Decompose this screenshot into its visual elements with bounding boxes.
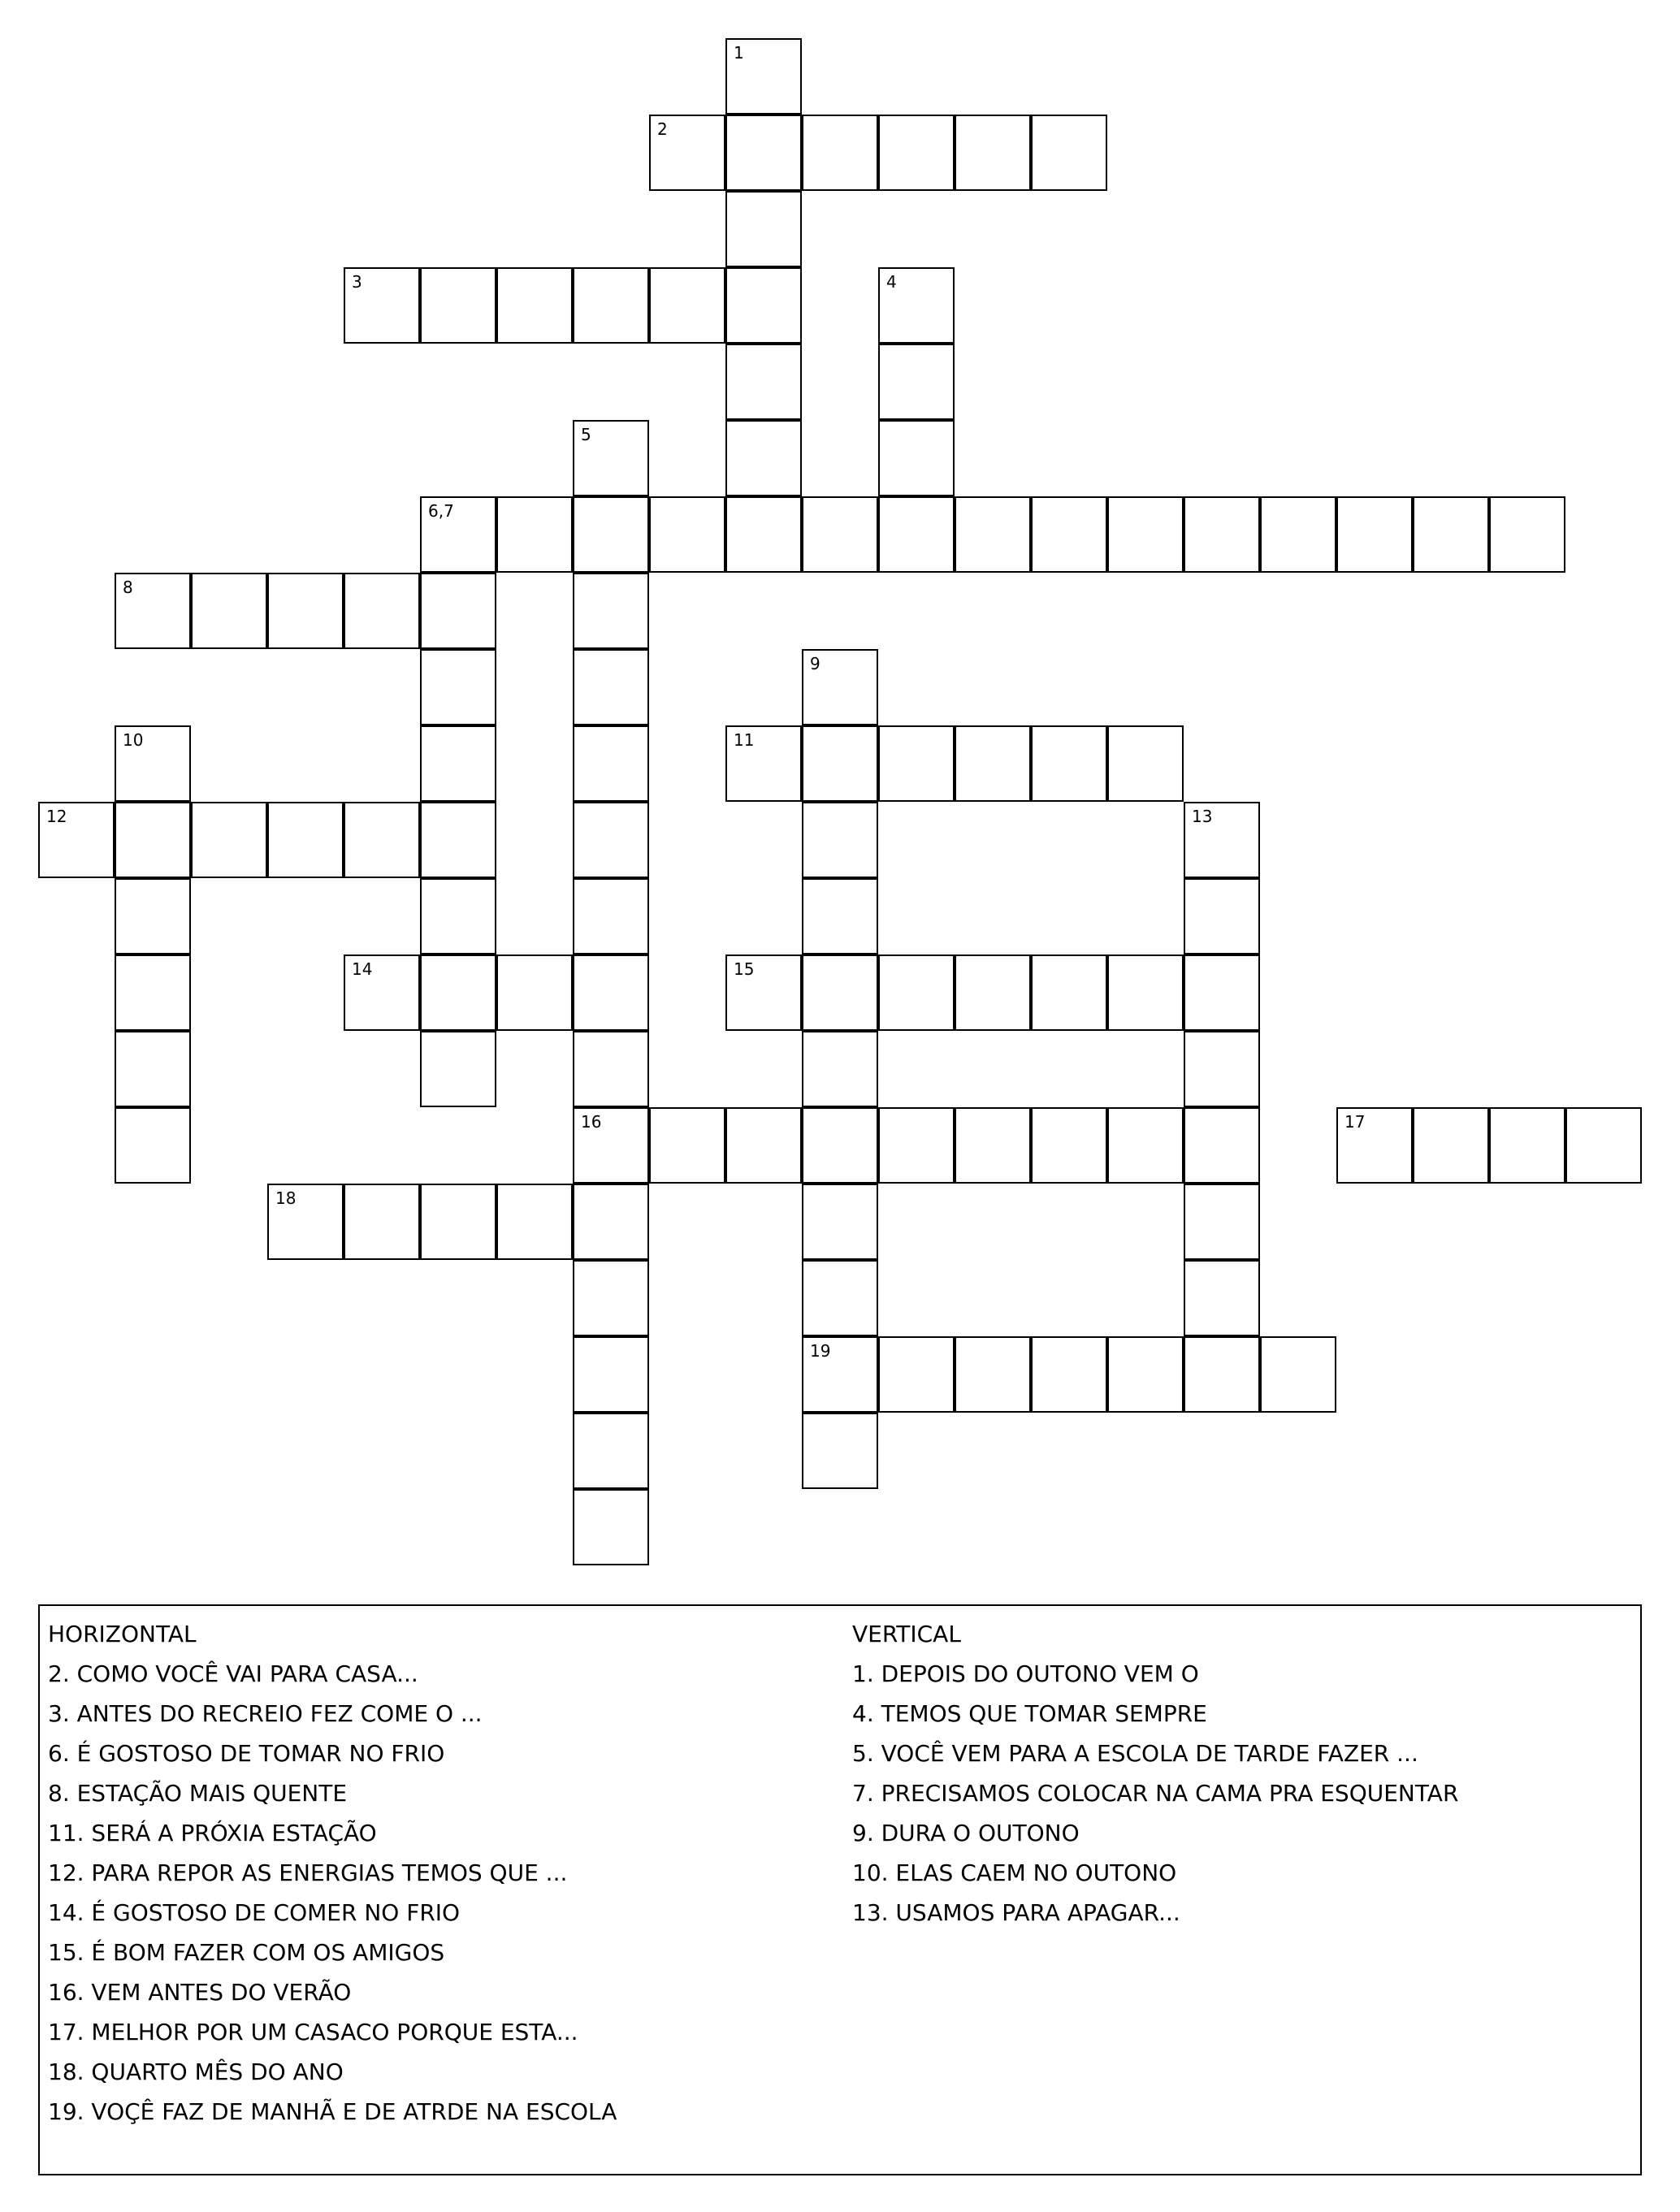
grid-cell[interactable] [955,954,1031,1031]
vertical-clues-title: VERTICAL [852,1621,961,1647]
clues-box [38,1604,1642,2175]
grid-cell[interactable] [878,420,955,496]
clue-vertical-9: 9. DURA O OUTONO [852,1820,1080,1846]
grid-cell[interactable] [1184,1260,1260,1336]
grid-cell[interactable] [1413,496,1489,573]
clue-vertical-1: 1. DEPOIS DO OUTONO VEM O [852,1660,1199,1687]
clue-vertical-10: 10. ELAS CAEM NO OUTONO [852,1859,1177,1886]
grid-cell[interactable] [878,496,955,573]
grid-cell[interactable] [573,420,649,496]
grid-cell[interactable] [802,878,878,954]
clue-number: 19 [810,1341,831,1361]
clue-number: 4 [886,272,897,292]
grid-cell[interactable] [649,496,725,573]
clue-vertical-7: 7. PRECISAMOS COLOCAR NA CAMA PRA ESQUENTAR [852,1780,1459,1807]
grid-cell[interactable] [344,954,420,1031]
grid-cell[interactable] [802,1184,878,1260]
grid-cell[interactable] [955,115,1031,191]
clue-number: 1 [734,43,744,63]
grid-cell[interactable] [1336,496,1413,573]
grid-cell[interactable] [115,1107,191,1184]
grid-cell[interactable] [725,38,802,115]
grid-cell[interactable] [802,954,878,1031]
grid-cell[interactable] [725,954,802,1031]
grid-cell[interactable] [1031,496,1107,573]
grid-cell[interactable] [496,496,573,573]
grid-cell[interactable] [802,496,878,573]
clue-number: 17 [1344,1112,1366,1132]
grid-cell[interactable] [344,267,420,344]
grid-cell[interactable] [802,725,878,802]
grid-cell[interactable] [573,954,649,1031]
grid-cell[interactable] [649,115,725,191]
grid-cell[interactable] [573,573,649,649]
clue-number: 13 [1192,807,1213,826]
clue-horizontal-8: 8. ESTAÇÃO MAIS QUENTE [48,1780,348,1807]
grid-cell[interactable] [725,115,802,191]
clue-number: 15 [734,959,755,979]
grid-cell[interactable] [115,1031,191,1107]
grid-cell[interactable] [878,1336,955,1413]
grid-cell[interactable] [1107,1336,1184,1413]
grid-cell[interactable] [1184,1107,1260,1184]
clue-number: 3 [352,272,362,292]
grid-cell[interactable] [725,420,802,496]
grid-cell[interactable] [649,1107,725,1184]
grid-cell[interactable] [1031,115,1107,191]
grid-cell[interactable] [573,1336,649,1413]
grid-cell[interactable] [725,725,802,802]
grid-cell[interactable] [725,1107,802,1184]
grid-cell[interactable] [573,1107,649,1184]
clue-horizontal-19: 19. VOÇÊ FAZ DE MANHÃ E DE ATRDE NA ESCOLA [48,2098,617,2125]
clue-horizontal-6: 6. É GOSTOSO DE TOMAR NO FRIO [48,1740,445,1767]
grid-cell[interactable] [1184,878,1260,954]
grid-cell[interactable] [573,1031,649,1107]
clue-number: 12 [46,807,67,826]
grid-cell[interactable] [573,649,649,725]
grid-cell[interactable] [344,802,420,878]
clue-horizontal-11: 11. SERÁ A PRÓXIA ESTAÇÃO [48,1820,377,1846]
grid-cell[interactable] [191,802,267,878]
grid-cell[interactable] [115,954,191,1031]
clue-number: 11 [734,730,755,750]
grid-cell[interactable] [802,1336,878,1413]
grid-cell[interactable] [420,649,496,725]
grid-cell[interactable] [1184,1031,1260,1107]
clue-number: 9 [810,654,821,673]
clue-horizontal-16: 16. VEM ANTES DO VERÃO [48,1979,352,2006]
grid-cell[interactable] [725,267,802,344]
grid-cell[interactable] [1031,1107,1107,1184]
grid-cell[interactable] [1184,954,1260,1031]
grid-cell[interactable] [115,878,191,954]
grid-cell[interactable] [1031,725,1107,802]
grid-cell[interactable] [802,802,878,878]
clue-number: 14 [352,959,373,979]
grid-cell[interactable] [115,725,191,802]
clue-horizontal-17: 17. MELHOR POR UM CASACO PORQUE ESTA... [48,2019,578,2045]
grid-cell[interactable] [420,802,496,878]
grid-cell[interactable] [267,802,344,878]
grid-cell[interactable] [1107,496,1184,573]
grid-cell[interactable] [420,725,496,802]
grid-cell[interactable] [573,496,649,573]
grid-cell[interactable] [955,496,1031,573]
grid-cell[interactable] [802,1031,878,1107]
grid-cell[interactable] [38,802,115,878]
grid-cell[interactable] [420,954,496,1031]
grid-cell[interactable] [115,802,191,878]
grid-cell[interactable] [573,1413,649,1489]
clue-vertical-13: 13. USAMOS PARA APAGAR... [852,1899,1180,1926]
clue-number: 6,7 [428,501,454,521]
grid-cell[interactable] [573,1489,649,1565]
grid-cell[interactable] [573,1260,649,1336]
grid-cell[interactable] [1489,496,1565,573]
grid-cell[interactable] [802,649,878,725]
grid-cell[interactable] [420,496,496,573]
grid-cell[interactable] [420,267,496,344]
grid-cell[interactable] [802,115,878,191]
grid-cell[interactable] [878,344,955,420]
grid-cell[interactable] [420,1031,496,1107]
grid-cell[interactable] [1184,802,1260,878]
grid-cell[interactable] [802,1413,878,1489]
grid-cell[interactable] [802,1260,878,1336]
grid-cell[interactable] [1260,496,1336,573]
grid-cell[interactable] [955,725,1031,802]
vertical-clues-column [852,1614,1632,1933]
grid-cell[interactable] [802,1107,878,1184]
grid-cell[interactable] [878,1107,955,1184]
grid-cell[interactable] [496,1184,573,1260]
grid-cell[interactable] [1031,1336,1107,1413]
grid-cell[interactable] [344,573,420,649]
grid-cell[interactable] [725,496,802,573]
grid-cell[interactable] [573,802,649,878]
grid-cell[interactable] [878,725,955,802]
grid-cell[interactable] [1184,1336,1260,1413]
clue-horizontal-18: 18. QUARTO MÊS DO ANO [48,2058,344,2085]
grid-cell[interactable] [725,191,802,267]
grid-cell[interactable] [267,1184,344,1260]
clue-number: 16 [581,1112,602,1132]
grid-cell[interactable] [1565,1107,1642,1184]
grid-cell[interactable] [955,1107,1031,1184]
grid-cell[interactable] [573,1184,649,1260]
grid-cell[interactable] [573,267,649,344]
clue-number: 8 [123,578,133,597]
grid-cell[interactable] [725,344,802,420]
grid-cell[interactable] [1489,1107,1565,1184]
clue-horizontal-3: 3. ANTES DO RECREIO FEZ COME O ... [48,1700,483,1727]
grid-cell[interactable] [878,115,955,191]
horizontal-clues-column [48,1614,828,2132]
grid-cell[interactable] [420,1184,496,1260]
grid-cell[interactable] [1031,954,1107,1031]
grid-cell[interactable] [191,573,267,649]
grid-cell[interactable] [1107,954,1184,1031]
grid-cell[interactable] [1413,1107,1489,1184]
grid-cell[interactable] [420,878,496,954]
grid-cell[interactable] [573,725,649,802]
clue-vertical-4: 4. TEMOS QUE TOMAR SEMPRE [852,1700,1207,1727]
grid-cell[interactable] [1107,1107,1184,1184]
grid-cell[interactable] [1260,1336,1336,1413]
grid-cell[interactable] [649,267,725,344]
clue-horizontal-12: 12. PARA REPOR AS ENERGIAS TEMOS QUE ... [48,1859,568,1886]
grid-cell[interactable] [267,573,344,649]
clue-number: 2 [657,119,668,139]
grid-cell[interactable] [878,267,955,344]
horizontal-clues-title: HORIZONTAL [48,1621,197,1647]
grid-cell[interactable] [344,1184,420,1260]
grid-cell[interactable] [1336,1107,1413,1184]
grid-cell[interactable] [1107,725,1184,802]
clue-number: 5 [581,425,591,444]
clue-number: 18 [275,1188,297,1208]
clue-horizontal-15: 15. É BOM FAZER COM OS AMIGOS [48,1939,445,1966]
grid-cell[interactable] [955,1336,1031,1413]
clue-number: 10 [123,730,144,750]
grid-cell[interactable] [878,954,955,1031]
grid-cell[interactable] [115,573,191,649]
grid-cell[interactable] [1184,1184,1260,1260]
grid-cell[interactable] [573,878,649,954]
grid-cell[interactable] [496,267,573,344]
clue-horizontal-2: 2. COMO VOCÊ VAI PARA CASA... [48,1660,418,1687]
clue-horizontal-14: 14. É GOSTOSO DE COMER NO FRIO [48,1899,461,1926]
clue-vertical-5: 5. VOCÊ VEM PARA A ESCOLA DE TARDE FAZER ... [852,1740,1418,1767]
grid-cell[interactable] [1184,496,1260,573]
grid-cell[interactable] [420,573,496,649]
grid-cell[interactable] [496,954,573,1031]
